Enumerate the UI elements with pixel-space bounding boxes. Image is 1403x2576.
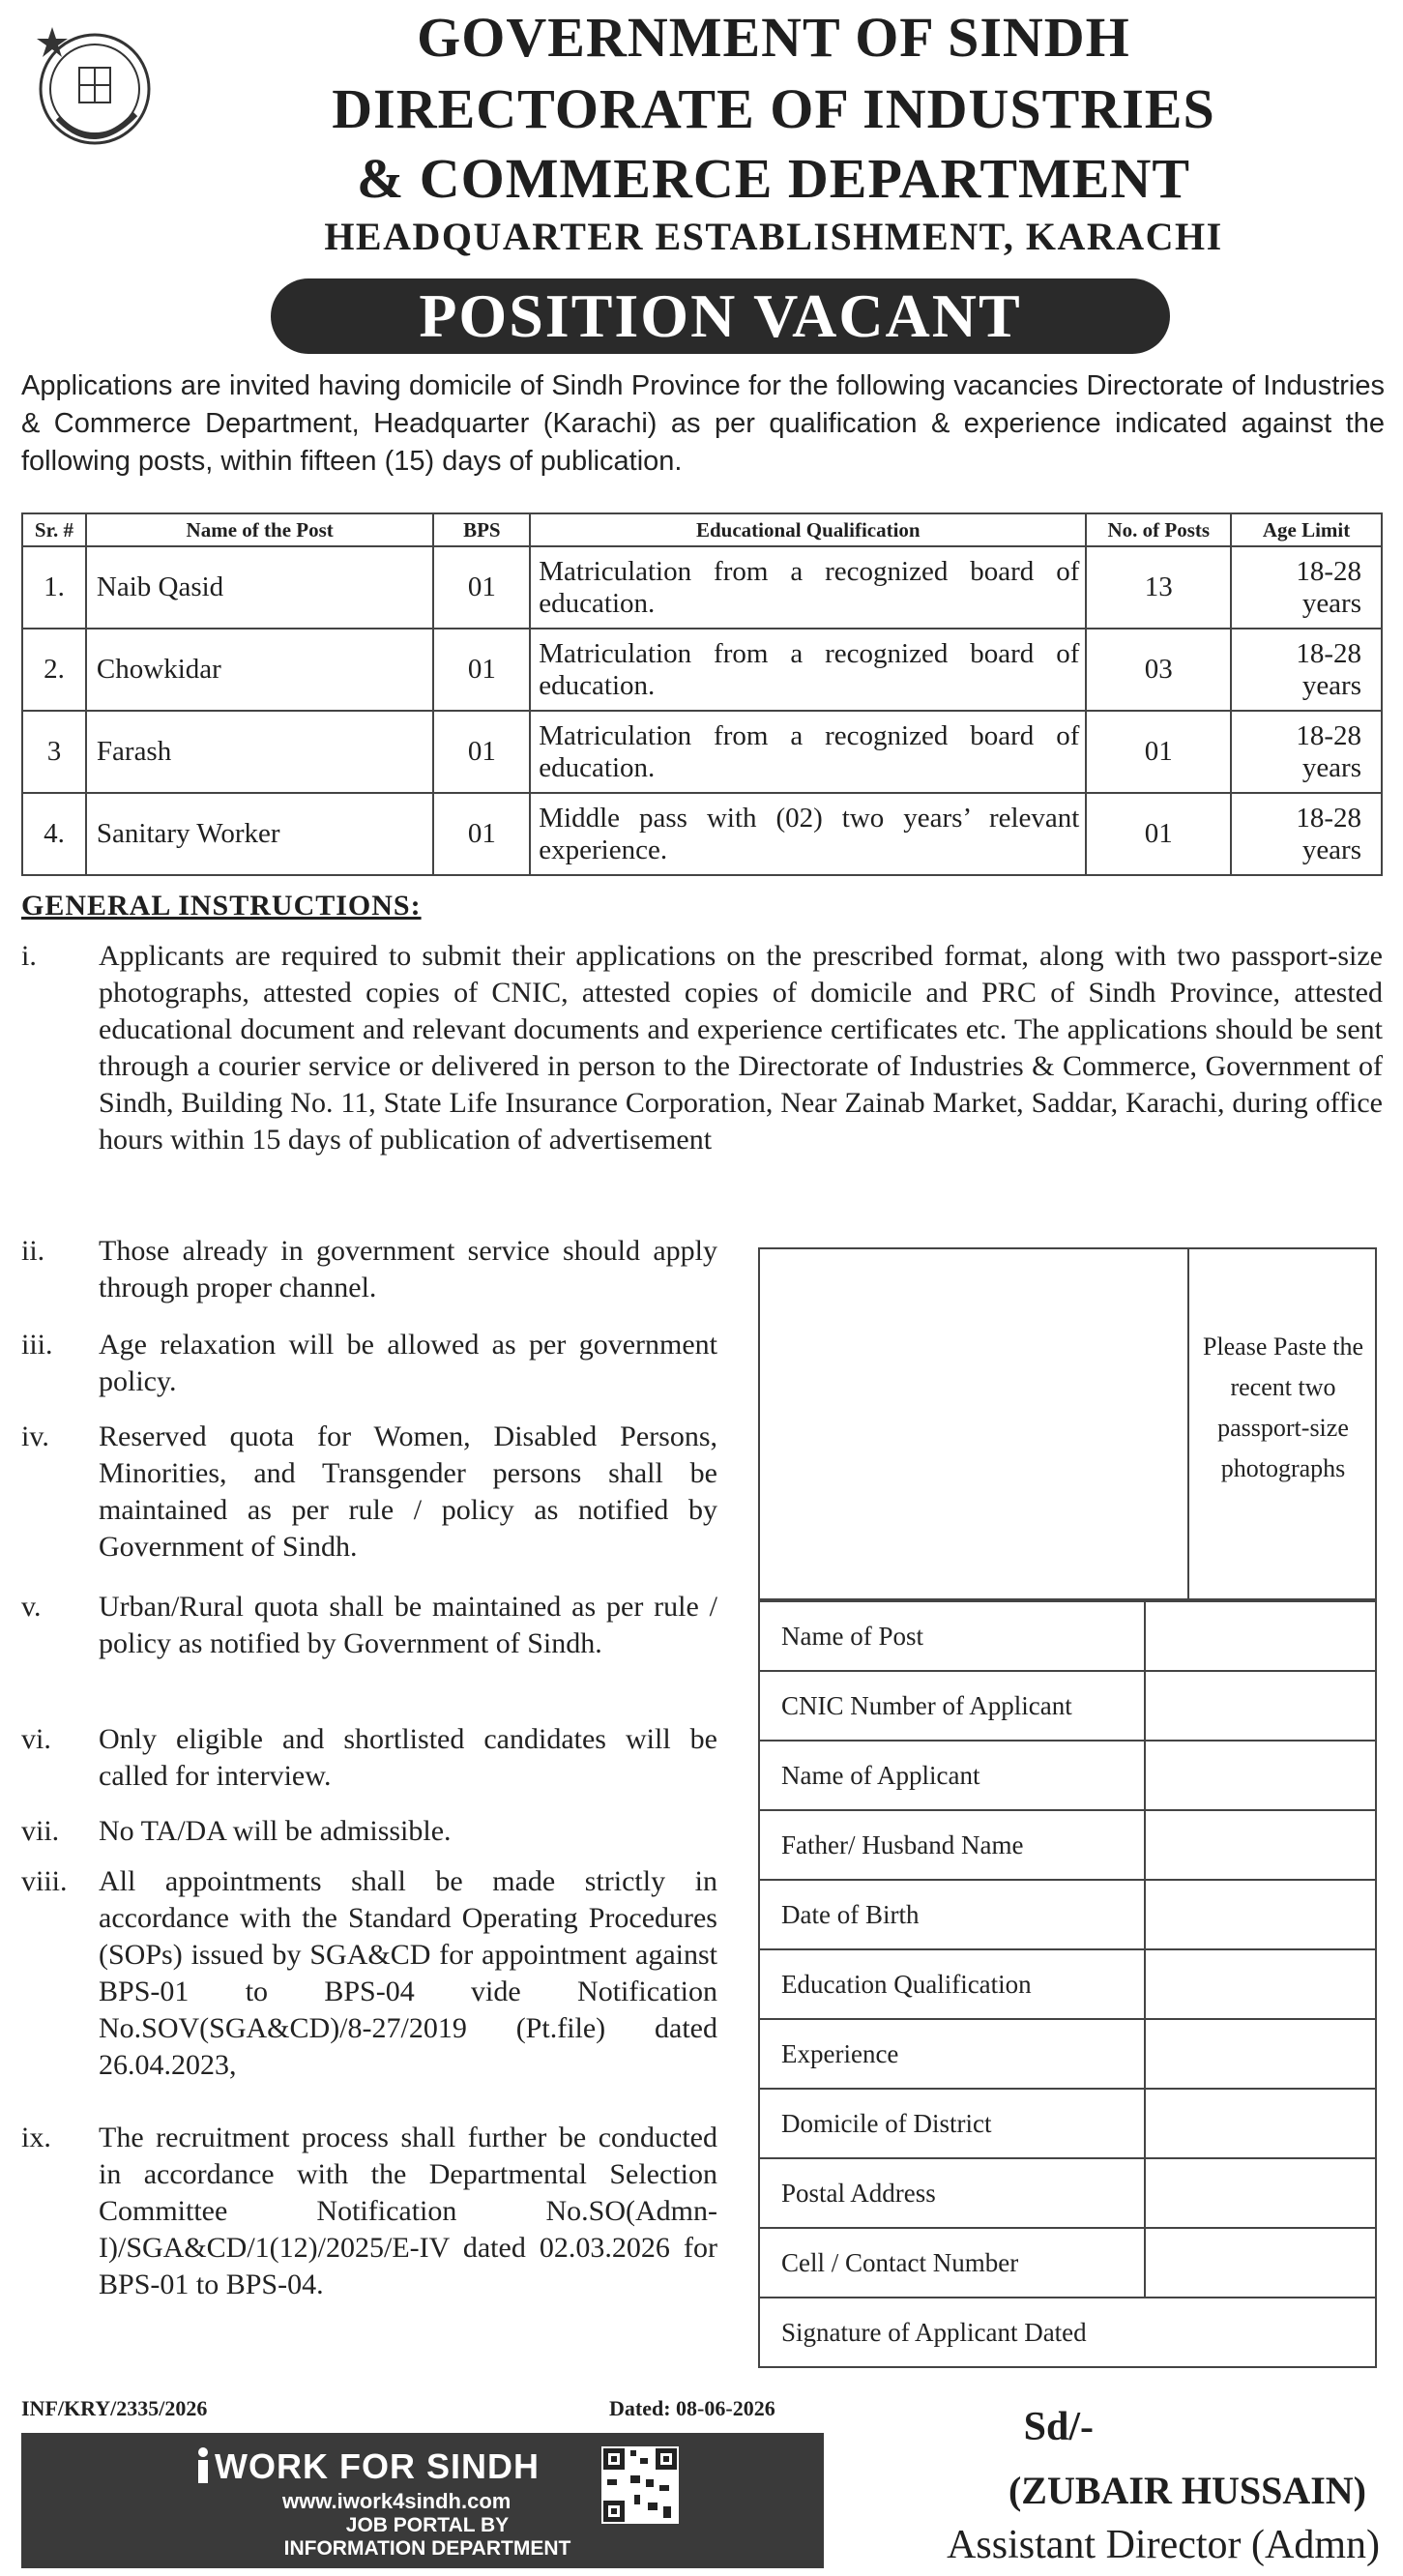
cell-sr: 4. bbox=[22, 793, 86, 875]
header bbox=[0, 0, 1403, 348]
form-value-field bbox=[1145, 2019, 1376, 2089]
age-range: 18-28 bbox=[1296, 719, 1361, 751]
instruction-item bbox=[21, 1813, 717, 1850]
form-value-field bbox=[1145, 1671, 1376, 1741]
table-row bbox=[22, 629, 1382, 711]
cell-age bbox=[1231, 793, 1382, 875]
form-label: Father/ Husband Name bbox=[759, 1810, 1145, 1880]
reference-number: INF/KRY/2335/2026 bbox=[21, 2396, 208, 2420]
cell-post-name: Sanitary Worker bbox=[86, 793, 434, 875]
form-row bbox=[759, 2019, 1376, 2089]
header-line-1: GOVERNMENT OF SINDH bbox=[417, 6, 1130, 69]
form-label: Cell / Contact Number bbox=[759, 2228, 1145, 2298]
form-value-field bbox=[1145, 1810, 1376, 1880]
age-unit: years bbox=[1301, 669, 1361, 701]
instruction-text: Applicants are required to submit their applications on the prescribed format, along with two passport-size photographs, attested copies of CNIC, attested copies of domicile and PRC of Sindh Province, attested educational document and relevant documents and experience certificates etc. The applications should be sent through a courier service or delivered in person to the Directorate of Industries & Commerce, Government of Sindh, Building No. 11, State Life Insurance Corporation, Near Zainab Market, Saddar, Karachi, during office hours within 15 days of publication of advertisement bbox=[99, 940, 1383, 1156]
form-row bbox=[759, 1810, 1376, 1880]
instruction-text: Only eligible and shortlisted candidates will be called for interview. bbox=[99, 1723, 717, 1792]
cell-education: Middle pass with (02) two years’ relevant experience. bbox=[530, 793, 1086, 875]
instruction-number: vii. bbox=[21, 1815, 60, 1847]
col-header-education: Educational Qualification bbox=[530, 513, 1086, 546]
col-header-posts: No. of Posts bbox=[1086, 513, 1231, 546]
table-row bbox=[22, 711, 1382, 793]
vacancy-table bbox=[21, 512, 1383, 876]
instruction-text: Urban/Rural quota shall be maintained as per rule / policy as notified by Government of Sindh. bbox=[99, 1591, 717, 1659]
table-header-row bbox=[22, 513, 1382, 546]
instruction-number: vi. bbox=[21, 1723, 51, 1755]
form-value-field bbox=[1145, 1601, 1376, 1671]
form-row bbox=[759, 1601, 1376, 1671]
cell-post-name: Farash bbox=[86, 711, 434, 793]
instruction-item bbox=[21, 1589, 717, 1662]
qr-code-icon bbox=[601, 2446, 679, 2524]
signatory-name: (ZUBAIR HUSSAIN) bbox=[1008, 2469, 1366, 2512]
form-label: Domicile of District bbox=[759, 2089, 1145, 2158]
form-label: Signature of Applicant Dated bbox=[759, 2298, 1376, 2367]
age-unit: years bbox=[1301, 587, 1361, 619]
cell-education: Matriculation from a recognized board of education. bbox=[530, 629, 1086, 711]
col-header-age: Age Limit bbox=[1231, 513, 1382, 546]
form-value-field bbox=[1145, 2158, 1376, 2228]
form-value-field bbox=[1145, 1949, 1376, 2019]
cell-num-posts: 03 bbox=[1086, 629, 1231, 711]
application-form bbox=[758, 1600, 1377, 2368]
form-value-field bbox=[1145, 1880, 1376, 1949]
instruction-text: The recruitment process shall further be conducted in accordance with the Departmental Selection Committee Notification No.SO(Admn-I)/SGA&CD/1(12)/2025/E-IV dated 02.03.2026 for BPS-01 to BPS-04. bbox=[99, 2122, 717, 2300]
header-line-4: HEADQUARTER ESTABLISHMENT, KARACHI bbox=[324, 215, 1223, 258]
cell-num-posts: 13 bbox=[1086, 546, 1231, 629]
instruction-number: iii. bbox=[21, 1329, 53, 1361]
instruction-item bbox=[21, 1327, 717, 1400]
instruction-number: ii. bbox=[21, 1235, 45, 1267]
instruction-text: Age relaxation will be allowed as per government policy. bbox=[99, 1329, 717, 1397]
form-row bbox=[759, 1671, 1376, 1741]
instruction-item bbox=[21, 938, 1383, 1158]
form-row bbox=[759, 1880, 1376, 1949]
instruction-text: All appointments shall be made strictly in accordance with the Standard Operating Procedures (SOPs) issued by SGA&CD for appointment against BPS-01 to BPS-04 vide Notification No.SOV(SGA&CD)/8-27/2019 (Pt.file) dated 26.04.2023, bbox=[99, 1865, 717, 2081]
form-label: Name of Applicant bbox=[759, 1741, 1145, 1810]
cell-bps: 01 bbox=[433, 711, 530, 793]
cell-age bbox=[1231, 546, 1382, 629]
form-row bbox=[759, 1741, 1376, 1810]
cell-education: Matriculation from a recognized board of education. bbox=[530, 711, 1086, 793]
form-row bbox=[759, 2089, 1376, 2158]
instruction-item bbox=[21, 1721, 717, 1795]
form-label: Postal Address bbox=[759, 2158, 1145, 2228]
instruction-text: No TA/DA will be admissible. bbox=[99, 1815, 452, 1847]
cell-num-posts: 01 bbox=[1086, 711, 1231, 793]
form-row bbox=[759, 2228, 1376, 2298]
cell-age bbox=[1231, 629, 1382, 711]
cell-age bbox=[1231, 711, 1382, 793]
form-label: CNIC Number of Applicant bbox=[759, 1671, 1145, 1741]
general-instructions-heading: GENERAL INSTRUCTIONS: bbox=[21, 890, 422, 922]
table-row bbox=[22, 546, 1382, 629]
signature-sd: Sd/- bbox=[1023, 2405, 1094, 2449]
form-label: Education Qualification bbox=[759, 1949, 1145, 2019]
age-range: 18-28 bbox=[1296, 555, 1361, 587]
photo-instruction: Please Paste the recent two passport-size photographs bbox=[1202, 1332, 1364, 1482]
form-value-field bbox=[1145, 1741, 1376, 1810]
instruction-item bbox=[21, 1863, 717, 2084]
cell-sr: 1. bbox=[22, 546, 86, 629]
form-row bbox=[759, 1949, 1376, 2019]
cell-post-name: Chowkidar bbox=[86, 629, 434, 711]
cell-bps: 01 bbox=[433, 793, 530, 875]
form-label: Date of Birth bbox=[759, 1880, 1145, 1949]
position-vacant-banner: POSITION VACANT bbox=[271, 278, 1170, 354]
cell-sr: 2. bbox=[22, 629, 86, 711]
instruction-item bbox=[21, 2120, 717, 2303]
portal-subtitle-2: INFORMATION DEPARTMENT bbox=[283, 2537, 571, 2560]
advert-date: Dated: 08-06-2026 bbox=[609, 2396, 775, 2420]
age-range: 18-28 bbox=[1296, 637, 1361, 669]
header-line-3: & COMMERCE DEPARTMENT bbox=[356, 147, 1191, 210]
portal-subtitle-1: JOB PORTAL BY bbox=[345, 2514, 510, 2536]
cell-post-name: Naib Qasid bbox=[86, 546, 434, 629]
instruction-number: ix. bbox=[21, 2122, 51, 2153]
age-range: 18-28 bbox=[1296, 802, 1361, 834]
instruction-number: viii. bbox=[21, 1865, 68, 1897]
sindh-emblem-icon bbox=[29, 21, 155, 157]
portal-url: www.iwork4sindh.com bbox=[282, 2489, 512, 2513]
col-header-sr: Sr. # bbox=[22, 513, 86, 546]
intro-paragraph: Applications are invited having domicile of Sindh Province for the following vacancies Directorate of Industries & Commerce Department, Headquarter (Karachi) as per qualification & experience indicated against the following posts, within fifteen (15) days of publication. bbox=[21, 370, 1385, 477]
instruction-item bbox=[21, 1419, 717, 1566]
table-row bbox=[22, 793, 1382, 875]
instruction-text: Those already in government service should apply through proper channel. bbox=[99, 1235, 717, 1303]
portal-title: WORK FOR SINDH bbox=[215, 2446, 540, 2486]
instruction-number: v. bbox=[21, 1591, 42, 1623]
col-header-bps: BPS bbox=[433, 513, 530, 546]
cell-bps: 01 bbox=[433, 546, 530, 629]
form-row bbox=[759, 2158, 1376, 2228]
instruction-number: iv. bbox=[21, 1420, 49, 1452]
cell-num-posts: 01 bbox=[1086, 793, 1231, 875]
cell-bps: 01 bbox=[433, 629, 530, 711]
iwork-for-sindh-logo bbox=[21, 2433, 824, 2568]
age-unit: years bbox=[1301, 751, 1361, 783]
cell-education: Matriculation from a recognized board of education. bbox=[530, 546, 1086, 629]
cell-sr: 3 bbox=[22, 711, 86, 793]
signatory-designation: Assistant Director (Admn) bbox=[947, 2523, 1380, 2567]
instruction-number: i. bbox=[21, 940, 37, 972]
person-icon bbox=[193, 2446, 213, 2485]
instruction-item bbox=[21, 1233, 717, 1306]
age-unit: years bbox=[1301, 834, 1361, 865]
form-row bbox=[759, 2298, 1376, 2367]
form-value-field bbox=[1145, 2228, 1376, 2298]
instruction-text: Reserved quota for Women, Disabled Persons, Minorities, and Transgender persons shall be maintained as per rule / policy as notified by Government of Sindh. bbox=[99, 1420, 717, 1563]
header-line-2: DIRECTORATE OF INDUSTRIES bbox=[332, 77, 1215, 140]
form-value-field bbox=[1145, 2089, 1376, 2158]
form-label: Experience bbox=[759, 2019, 1145, 2089]
form-label: Name of Post bbox=[759, 1601, 1145, 1671]
col-header-post: Name of the Post bbox=[86, 513, 434, 546]
